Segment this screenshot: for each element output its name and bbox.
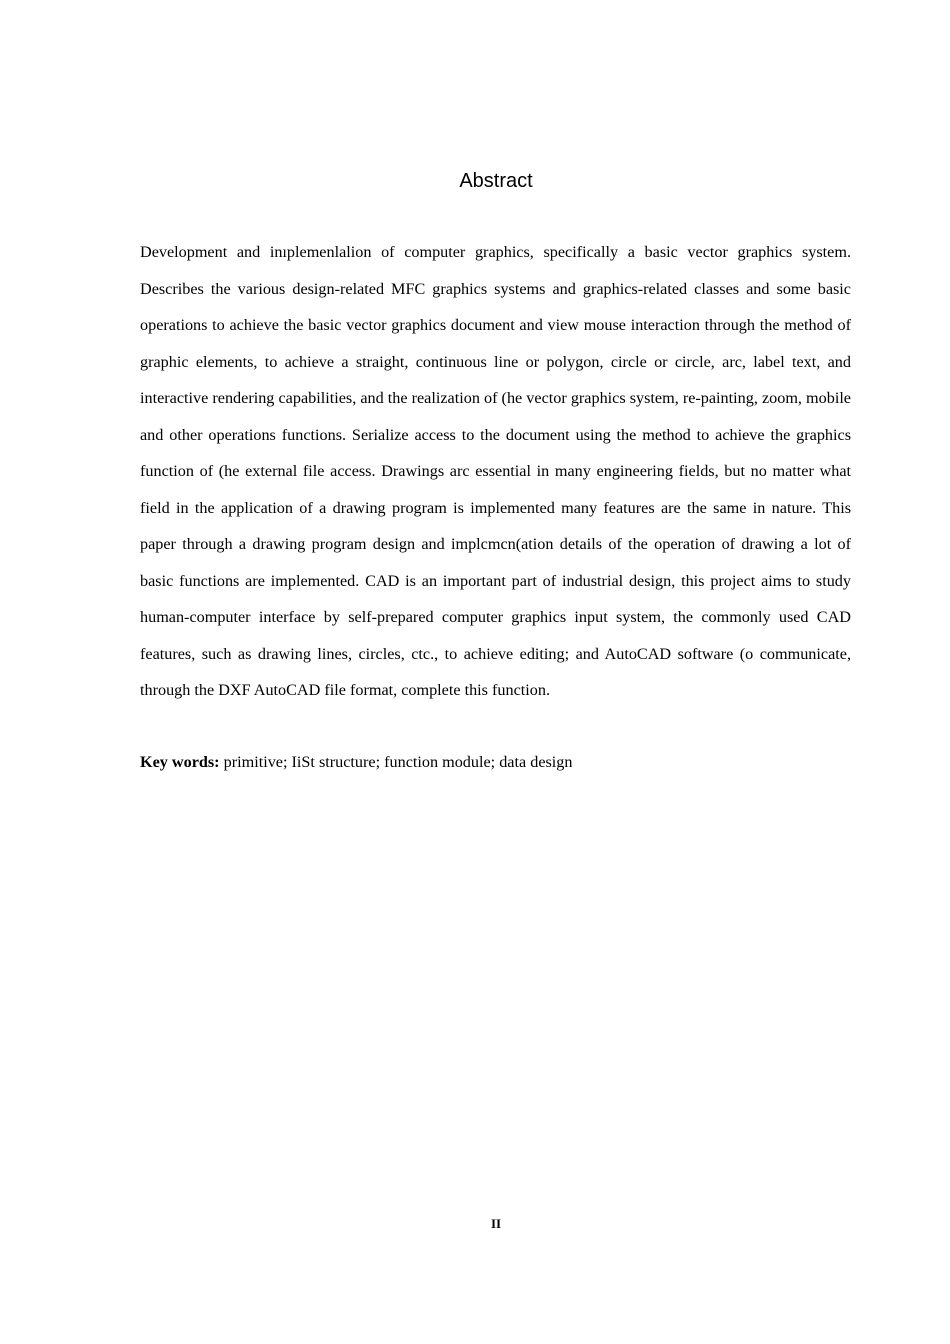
- keywords-line: [140, 744, 851, 781]
- page-number: II: [490, 1216, 502, 1231]
- abstract-title: Abstract: [459, 170, 533, 192]
- keywords-label: Key words:: [140, 753, 220, 771]
- abstract-body: Development and inıplemenlalion of computer graphics, specifically a basic vector graphics system. Describes the various design-related MFC graphics systems and graphics-related classes and some basic operations to achieve the basic vector graphics document and view mouse interaction through the method of graphic elements, to achieve a straight, continuous line or polygon, circle or circle, arc, label text, and interactive rendering capabilities, and the realization of (he vector graphics system, re-painting, zoom, mobile and other operations functions. Serialize access to the document using the method to achieve the graphics function of (he external file access. Drawings arc essential in many engineering fields, but no matter what field in the application of a drawing program is implemented many features are the same in nature. This paper through a drawing program design and implcmcn(ation details of the operation of drawing a lot of basic functions are implemented. CAD is an important part of industrial design, this project aims to study human-computer interface by self-prepared computer graphics input system, the commonly used CAD features, such as drawing lines, circles, ctc., to achieve editing; and AutoCAD software (o communicate, through the DXF AutoCAD file format, complete this function.: [140, 243, 851, 699]
- keywords-text: primitive; IiSt structure; function module; data design: [219, 753, 573, 771]
